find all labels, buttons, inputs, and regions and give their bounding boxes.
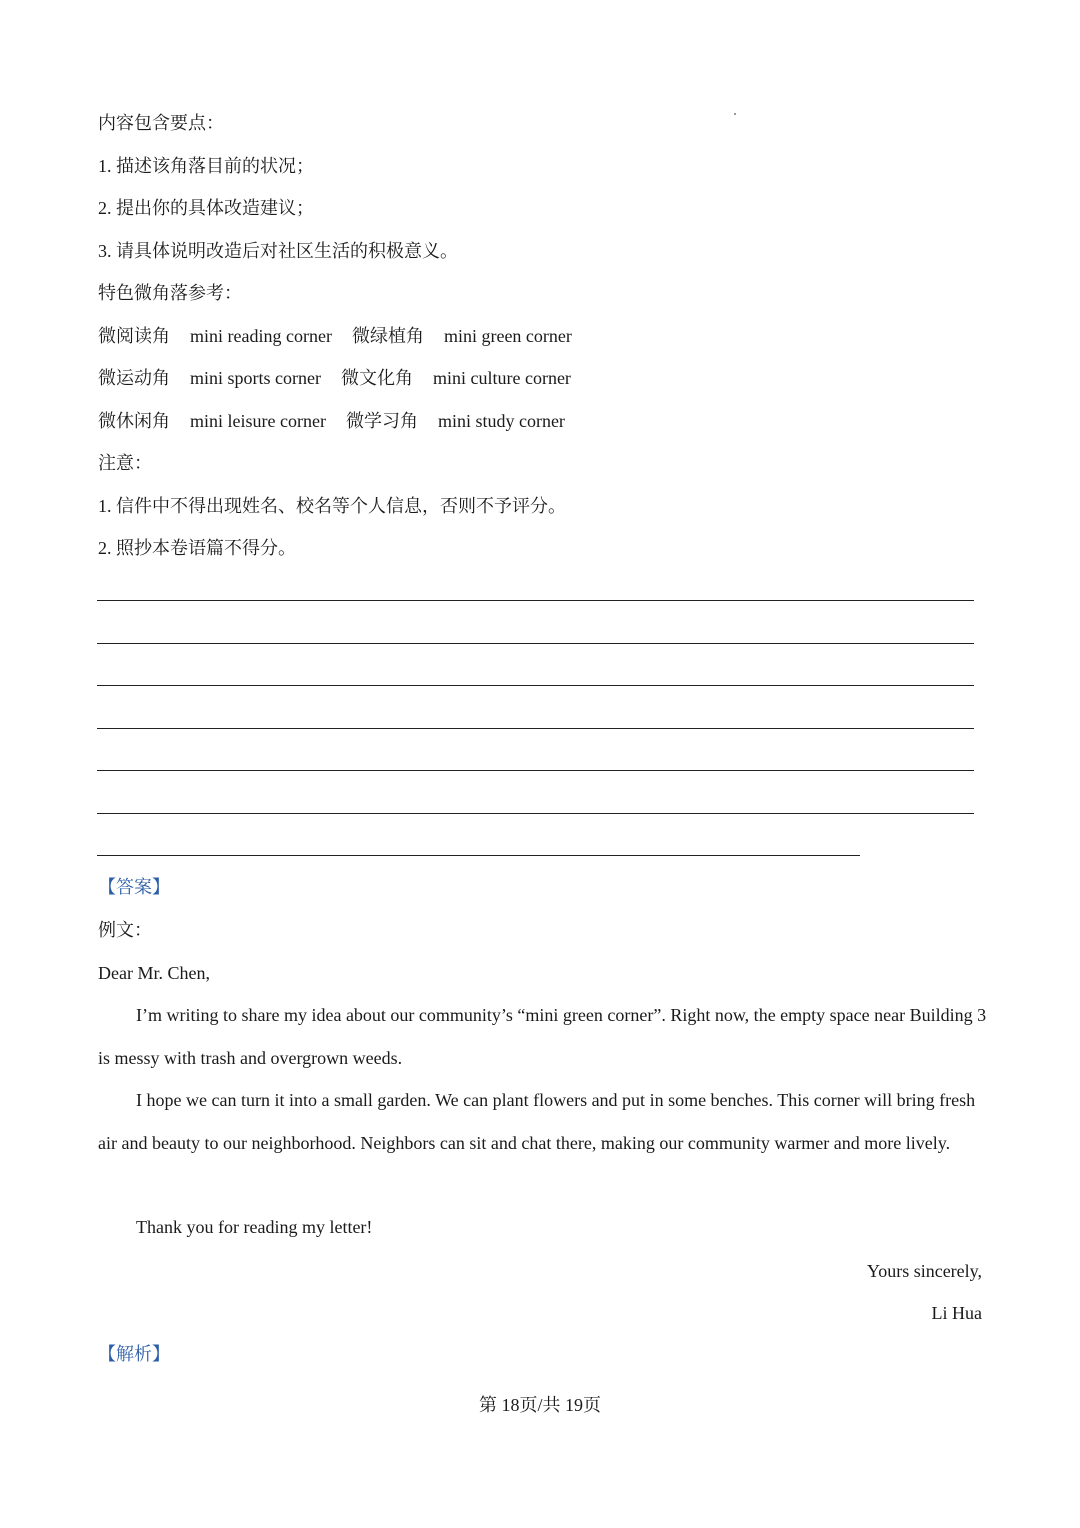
requirements-heading: 内容包含要点：	[98, 113, 224, 133]
vocab-en: mini sports corner	[190, 368, 321, 388]
letter-paragraph: Thank you for reading my letter!	[136, 1217, 373, 1237]
vocab-en: mini reading corner	[190, 326, 332, 346]
writing-line	[97, 600, 974, 601]
vocab-row	[98, 409, 565, 433]
example-label: 例文：	[98, 920, 152, 940]
notes-heading: 注意：	[98, 453, 152, 473]
writing-line	[97, 813, 974, 814]
letter-paragraph: I hope we can turn it into a small garden. We can plant flowers and put in some benches. This corner will bring fresh air and beauty to our neighborhood. Neighbors can sit and chat there, making our community warmer and more lively.	[98, 1090, 976, 1153]
writing-line	[97, 728, 974, 729]
letter-signature: Li Hua	[931, 1303, 982, 1323]
letter-salutation: Dear Mr. Chen,	[98, 963, 210, 983]
vocab-en: mini study corner	[437, 411, 565, 431]
requirement-item: 3. 请具体说明改造后对社区生活的积极意义。	[98, 241, 458, 261]
writing-line	[97, 685, 974, 686]
note-item: 2. 照抄本卷语篇不得分。	[98, 538, 296, 558]
vocab-en: mini culture corner	[432, 368, 571, 388]
writing-line	[97, 770, 974, 771]
vocab-cn: 微文化角	[340, 368, 413, 388]
letter-paragraph: I’m writing to share my idea about our community’s “mini green corner”. Right now, the empty space near Building 3 is messy with trash and overgrown weeds.	[98, 1005, 987, 1068]
note-item: 1. 信件中不得出现姓名、校名等个人信息，否则不予评分。	[98, 496, 566, 516]
writing-line	[97, 643, 974, 644]
vocab-row	[98, 324, 572, 348]
vocab-cn: 微阅读角	[98, 326, 170, 346]
page-number: 第 18页/共 19页	[478, 1395, 601, 1415]
writing-line	[97, 855, 860, 856]
requirement-item: 1. 描述该角落目前的状况；	[98, 156, 314, 176]
vocab-cn: 微运动角	[98, 368, 170, 388]
stray-mark	[734, 113, 736, 115]
letter-closing: Yours sincerely,	[867, 1261, 982, 1281]
vocab-cn: 微学习角	[345, 411, 418, 431]
vocab-en: mini leisure corner	[190, 411, 326, 431]
answer-tag: 【答案】	[98, 877, 170, 898]
vocab-row	[98, 366, 571, 390]
reference-heading: 特色微角落参考：	[98, 283, 242, 303]
vocab-en: mini green corner	[443, 326, 572, 346]
analysis-tag: 【解析】	[98, 1344, 170, 1365]
vocab-cn: 微休闲角	[98, 411, 170, 431]
requirement-item: 2. 提出你的具体改造建议；	[98, 198, 314, 218]
vocab-cn: 微绿植角	[351, 326, 424, 346]
